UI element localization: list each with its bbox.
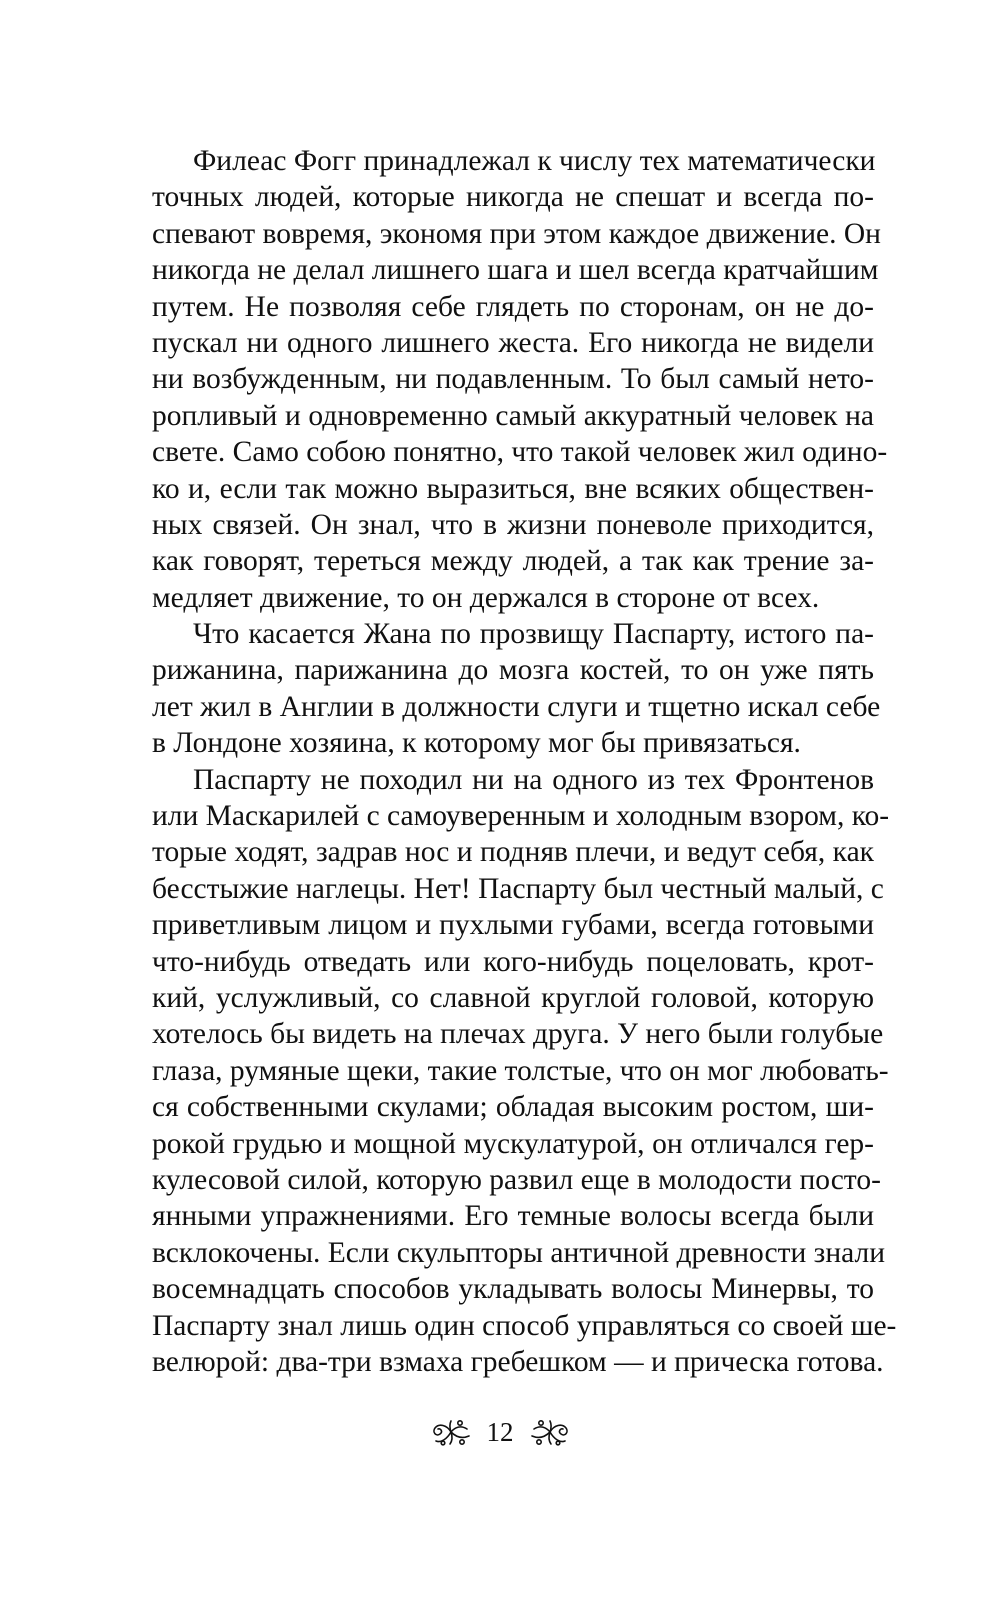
text-line: кулесовой силой, которую развил еще в молодости посто- bbox=[152, 1163, 881, 1196]
paragraph bbox=[152, 762, 897, 1381]
page-number: 12 bbox=[486, 1417, 514, 1447]
text-line: торые ходят, задрав нос и подняв плечи, и ведут себя, как bbox=[152, 836, 874, 869]
text-line: медляет движение, то он держался в стороне от всех. bbox=[152, 581, 820, 614]
text-line: Паспарту знал лишь один способ управляться со своей ше- bbox=[152, 1309, 897, 1342]
text-line: ропливый и одновременно самый аккуратный человек на bbox=[152, 399, 874, 432]
text-line: лет жил в Англии в должности слуги и тщетно искал себе bbox=[152, 690, 881, 723]
text-line: как говорят, тереться между людей, а так как трение за- bbox=[152, 545, 874, 578]
text-line: ся собственными скулами; обладая высоким ростом, ши- bbox=[152, 1091, 874, 1124]
text-line: глаза, румяные щеки, такие толстые, что он мог любовать- bbox=[152, 1054, 889, 1087]
floral-ornament-icon bbox=[429, 1415, 473, 1449]
text-line: Паспарту не походил ни на одного из тех Фронтенов bbox=[193, 763, 874, 796]
text-line: рижанина, парижанина до мозга костей, то он уже пять bbox=[152, 654, 874, 687]
text-line: ни возбужденным, ни подавленным. То был самый нето- bbox=[152, 363, 874, 396]
text-line: ко и, если так можно выразиться, вне всяких обществен- bbox=[152, 472, 874, 505]
page-footer bbox=[0, 1412, 1000, 1452]
text-line: Что касается Жана по прозвищу Паспарту, истого па- bbox=[193, 618, 874, 651]
text-line: янными упражнениями. Его темные волосы всегда были bbox=[152, 1200, 874, 1233]
text-line: ных связей. Он знал, что в жизни поневоле приходится, bbox=[152, 508, 874, 541]
text-line: рокой грудью и мощной мускулатурой, он отличался гер- bbox=[152, 1127, 874, 1160]
text-line: пускал ни одного лишнего жеста. Его никогда не видели bbox=[152, 326, 874, 359]
text-line: всклокочены. Если скульпторы античной древности знали bbox=[152, 1236, 885, 1269]
text-line: Филеас Фогг принадлежал к числу тех математически bbox=[193, 145, 876, 177]
text-line: кий, услужливый, со славной круглой головой, которую bbox=[152, 981, 874, 1014]
text-line: велюрой: два-три взмаха гребешком — и прическа готова. bbox=[152, 1345, 884, 1378]
paragraph bbox=[152, 143, 888, 616]
paragraph bbox=[152, 616, 881, 762]
text-line: путем. Не позволяя себе глядеть по сторонам, он не до- bbox=[152, 290, 874, 323]
text-line: что-нибудь отведать или кого-нибудь поцеловать, крот- bbox=[152, 945, 874, 978]
text-line: хотелось бы видеть на плечах друга. У него были голубые bbox=[152, 1018, 884, 1051]
text-line: приветливым лицом и пухлыми губами, всегда готовыми bbox=[152, 909, 874, 942]
text-line: бесстыжие наглецы. Нет! Паспарту был честный малый, с bbox=[152, 872, 884, 905]
text-line: свете. Само собою понятно, что такой человек жил одино- bbox=[152, 436, 888, 469]
text-line: точных людей, которые никогда не спешат и всегда по- bbox=[152, 181, 874, 214]
floral-ornament-icon bbox=[528, 1415, 572, 1449]
text-line: или Маскарилей с самоуверенным и холодным взором, ко- bbox=[152, 800, 890, 833]
text-line: восемнадцать способов укладывать волосы Минервы, то bbox=[152, 1273, 874, 1306]
text-line: спевают вовремя, экономя при этом каждое движение. Он bbox=[152, 217, 881, 250]
text-line: в Лондоне хозяина, к которому мог бы привязаться. bbox=[152, 727, 801, 760]
text-line: никогда не делал лишнего шага и шел всегда кратчайшим bbox=[152, 254, 879, 287]
body-text bbox=[152, 143, 897, 1380]
